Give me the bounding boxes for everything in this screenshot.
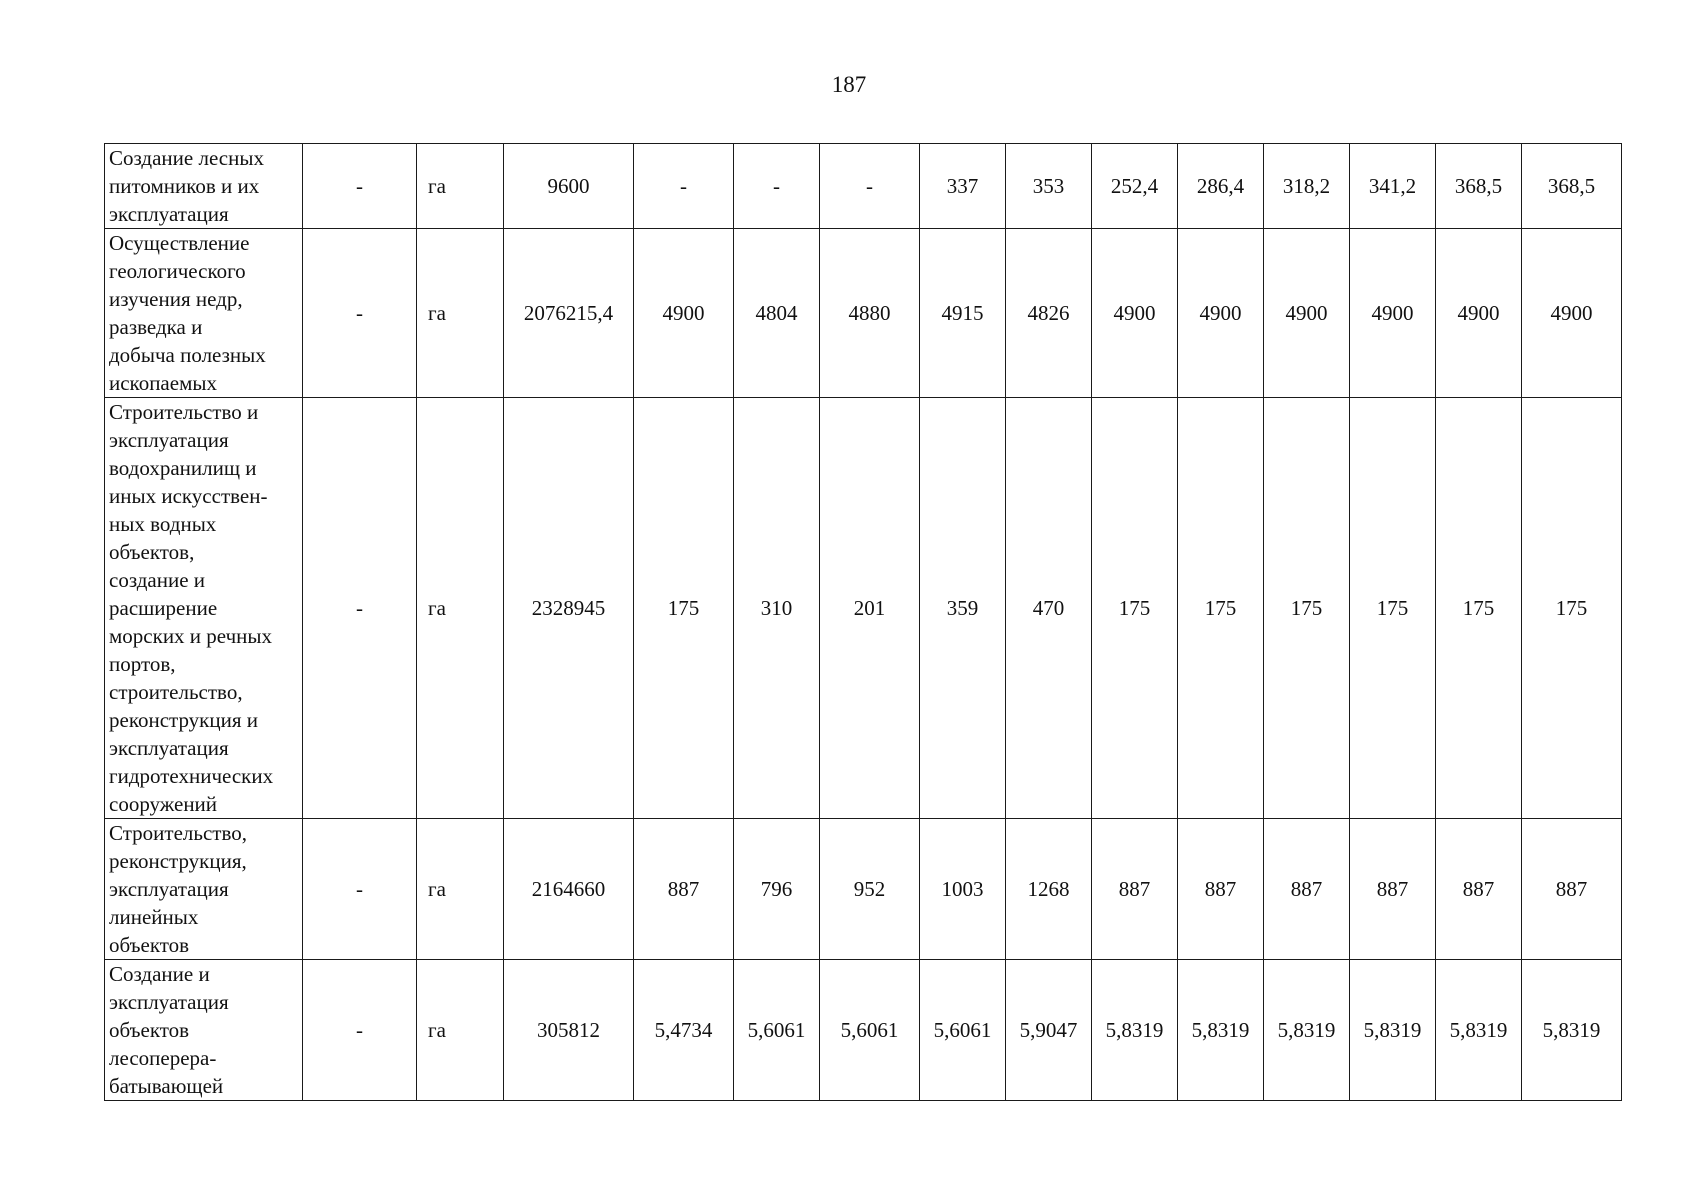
table-row — [105, 398, 1622, 819]
value-cell: 353 — [1006, 144, 1092, 229]
value-cell: 4915 — [920, 229, 1006, 398]
value-cell: 1003 — [920, 819, 1006, 960]
value-cell: 368,5 — [1436, 144, 1522, 229]
unit-cell: га — [417, 819, 504, 960]
value-cell: 887 — [1092, 819, 1178, 960]
value-cell: - — [820, 144, 920, 229]
value-cell: 4900 — [1264, 229, 1350, 398]
value-cell: 368,5 — [1522, 144, 1622, 229]
value-cell: 175 — [1092, 398, 1178, 819]
value-cell: 175 — [1178, 398, 1264, 819]
table-row — [105, 819, 1622, 960]
row-name-cell: Создание лесных питомников и их эксплуатация — [105, 144, 303, 229]
dash-cell: - — [303, 398, 417, 819]
value-cell: 4826 — [1006, 229, 1092, 398]
value-cell: 887 — [634, 819, 734, 960]
row-name-cell: Строительство и эксплуатация водохранилищ и иных искусствен- ных водных объектов, создание и расширение морских и речных портов, строительство, реконструкция и эксплуатация гидротехнических сооружений — [105, 398, 303, 819]
value-cell: 5,8319 — [1436, 960, 1522, 1101]
value-cell: 4900 — [1436, 229, 1522, 398]
total-cell: 305812 — [504, 960, 634, 1101]
value-cell: 5,9047 — [1006, 960, 1092, 1101]
dash-cell: - — [303, 229, 417, 398]
value-cell: 5,8319 — [1350, 960, 1436, 1101]
table-row — [105, 229, 1622, 398]
value-cell: - — [734, 144, 820, 229]
table-row — [105, 144, 1622, 229]
value-cell: 5,6061 — [820, 960, 920, 1101]
row-name-cell: Строительство, реконструкция, эксплуатация линейных объектов — [105, 819, 303, 960]
value-cell: 175 — [1350, 398, 1436, 819]
unit-cell: га — [417, 229, 504, 398]
value-cell: 952 — [820, 819, 920, 960]
value-cell: 5,4734 — [634, 960, 734, 1101]
value-cell: 359 — [920, 398, 1006, 819]
unit-cell: га — [417, 960, 504, 1101]
total-cell: 2164660 — [504, 819, 634, 960]
value-cell: 887 — [1350, 819, 1436, 960]
value-cell: 4900 — [634, 229, 734, 398]
value-cell: 5,8319 — [1264, 960, 1350, 1101]
value-cell: - — [634, 144, 734, 229]
value-cell: 887 — [1264, 819, 1350, 960]
value-cell: 5,6061 — [734, 960, 820, 1101]
unit-cell: га — [417, 398, 504, 819]
dash-cell: - — [303, 819, 417, 960]
total-cell: 9600 — [504, 144, 634, 229]
value-cell: 5,6061 — [920, 960, 1006, 1101]
value-cell: 175 — [1264, 398, 1350, 819]
row-name-cell: Осуществление геологического изучения недр, разведка и добыча полезных ископаемых — [105, 229, 303, 398]
dash-cell: - — [303, 144, 417, 229]
value-cell: 4880 — [820, 229, 920, 398]
value-cell: 175 — [634, 398, 734, 819]
value-cell: 887 — [1436, 819, 1522, 960]
value-cell: 4900 — [1350, 229, 1436, 398]
value-cell: 318,2 — [1264, 144, 1350, 229]
page-number: 187 — [831, 72, 867, 97]
value-cell: 337 — [920, 144, 1006, 229]
value-cell: 887 — [1178, 819, 1264, 960]
value-cell: 4900 — [1522, 229, 1622, 398]
total-cell: 2328945 — [504, 398, 634, 819]
value-cell: 175 — [1436, 398, 1522, 819]
table-row — [105, 960, 1622, 1101]
value-cell: 5,8319 — [1092, 960, 1178, 1101]
value-cell: 470 — [1006, 398, 1092, 819]
unit-cell: га — [417, 144, 504, 229]
value-cell: 201 — [820, 398, 920, 819]
value-cell: 341,2 — [1350, 144, 1436, 229]
value-cell: 252,4 — [1092, 144, 1178, 229]
value-cell: 286,4 — [1178, 144, 1264, 229]
value-cell: 4804 — [734, 229, 820, 398]
data-table — [104, 143, 1622, 1101]
value-cell: 310 — [734, 398, 820, 819]
row-name-cell: Создание и эксплуатация объектов лесоперера- батывающей — [105, 960, 303, 1101]
value-cell: 4900 — [1092, 229, 1178, 398]
value-cell: 4900 — [1178, 229, 1264, 398]
value-cell: 175 — [1522, 398, 1622, 819]
value-cell: 5,8319 — [1178, 960, 1264, 1101]
value-cell: 5,8319 — [1522, 960, 1622, 1101]
dash-cell: - — [303, 960, 417, 1101]
value-cell: 796 — [734, 819, 820, 960]
total-cell: 2076215,4 — [504, 229, 634, 398]
value-cell: 1268 — [1006, 819, 1092, 960]
value-cell: 887 — [1522, 819, 1622, 960]
